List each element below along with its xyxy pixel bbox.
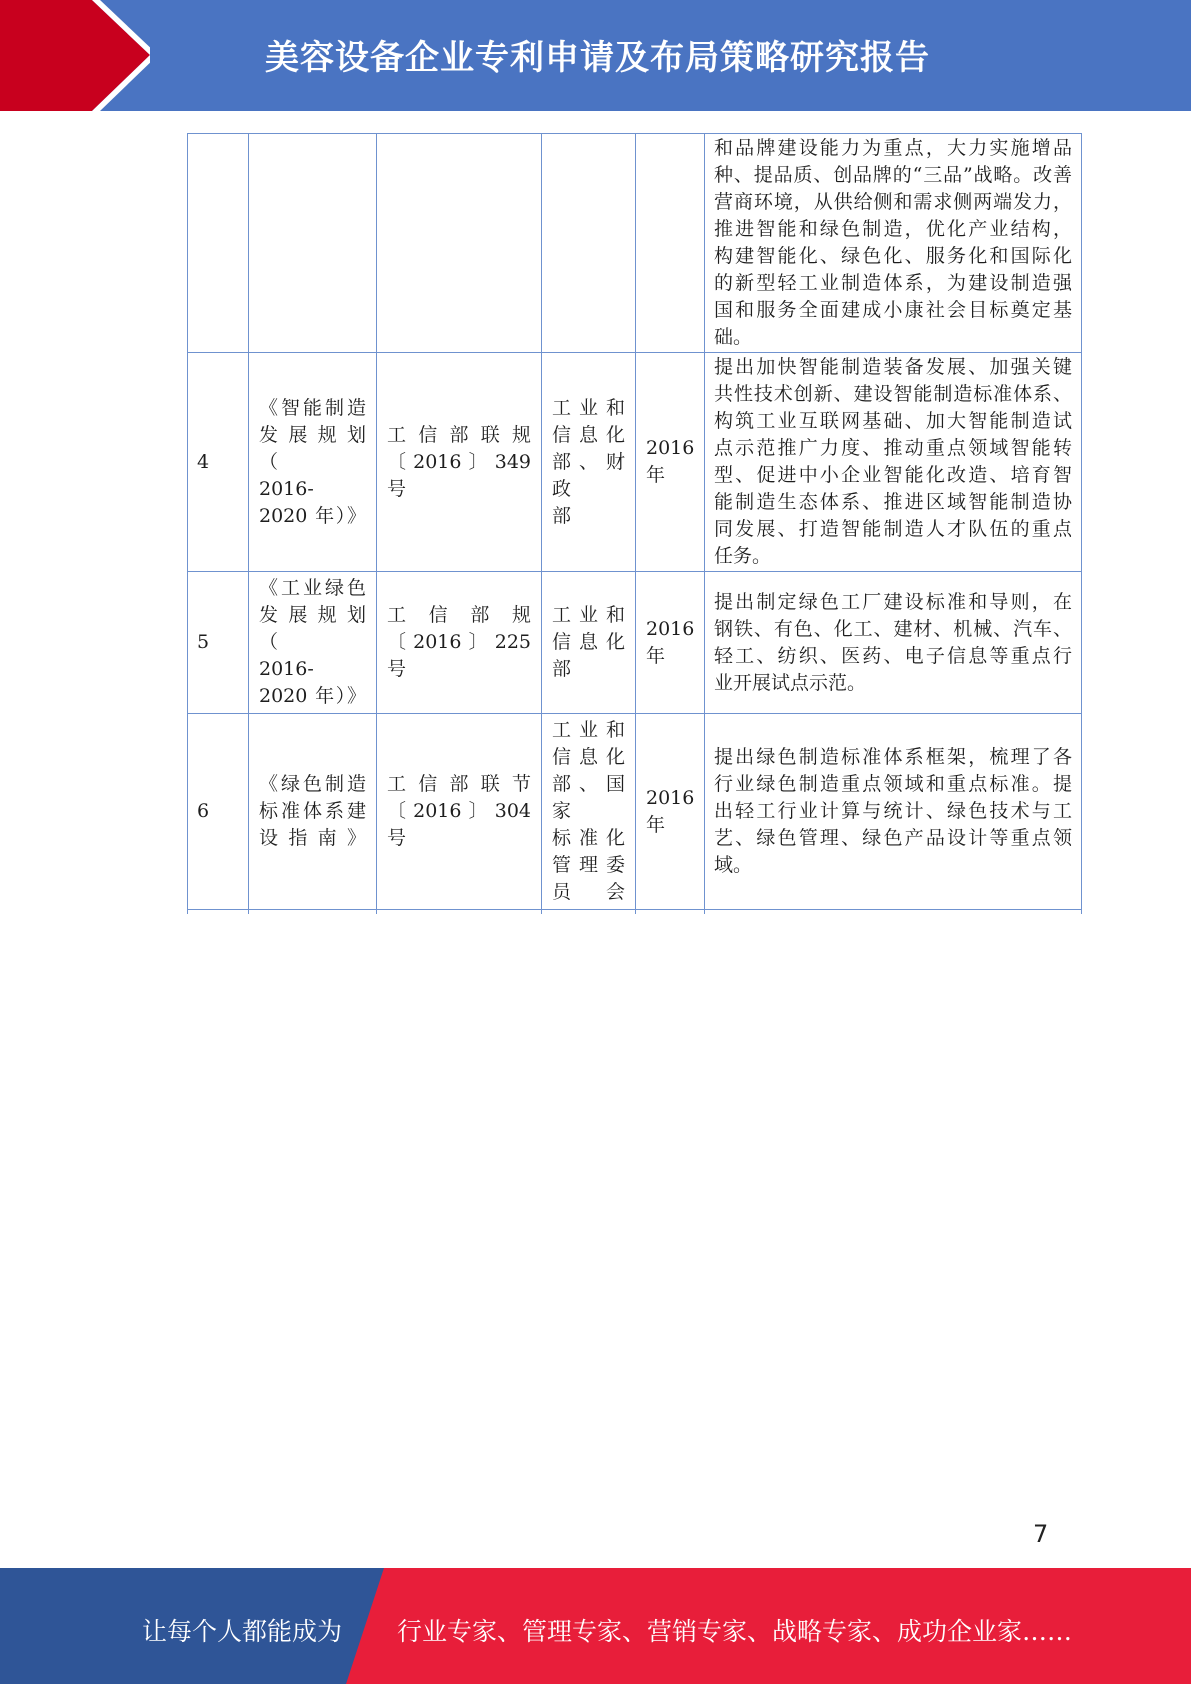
cell-line: 部	[552, 504, 572, 527]
footer-slogan-left: 让每个人都能成为	[142, 1617, 343, 1646]
cell-line: 发展规划	[259, 604, 366, 626]
cell-line: 础。	[714, 326, 753, 348]
cell-document-name	[249, 714, 377, 910]
cell-line: 的新型轻工业制造体系，为建设制造强	[714, 272, 1072, 294]
page-number: 7	[1033, 1520, 1049, 1548]
cell-document-number	[377, 714, 542, 910]
cell-line: （ 2016-	[259, 450, 317, 500]
cell-line: 工业和	[552, 604, 625, 626]
table-row	[188, 714, 1082, 910]
cell-line: 业开展试点示范。	[714, 671, 867, 694]
cell-line: 种、提品质、创品牌的“三品”战略。改善	[714, 164, 1072, 186]
cell-line: 设指南》	[259, 827, 366, 849]
cell-line: 艺、绿色管理、绿色产品设计等重点领	[714, 827, 1072, 849]
cell-line: 工信部联规	[387, 423, 531, 446]
cell-line: 信息化	[552, 423, 625, 446]
cell-line: 员会	[552, 881, 625, 903]
cell-line: 〔2016〕304 号	[387, 800, 531, 849]
cell-line: 年	[646, 464, 666, 486]
cell-line: 行业绿色制造重点领域和重点标准。提	[714, 773, 1072, 795]
cell-document-number	[377, 353, 542, 572]
cell-line: 型、促进中小企业智能化改造、培育智	[714, 464, 1072, 486]
cell-year	[636, 353, 705, 572]
cell-line: 标准体系建	[259, 800, 366, 822]
table-row	[188, 134, 1082, 353]
cell-line: 2016	[646, 617, 695, 640]
report-title: 美容设备企业专利申请及布局策略研究报告	[265, 38, 930, 78]
cell-document-name	[249, 134, 377, 353]
cell-line: 点示范推广力度、推动重点领域智能转	[714, 437, 1072, 459]
cell-line: 推进智能和绿色制造，优化产业结构，	[714, 218, 1072, 240]
cell-line: 工业和	[552, 719, 625, 741]
cell-line: 发展规划	[259, 423, 366, 446]
continuation-cell	[188, 910, 249, 915]
cell-number	[188, 134, 249, 353]
cell-line: 2020 年）》	[259, 685, 366, 707]
cell-line: 部	[552, 658, 572, 680]
table-continuation-row	[188, 910, 1082, 915]
cell-number: 6	[188, 714, 249, 910]
cell-year	[636, 134, 705, 353]
cell-line: 构建智能化、绿色化、服务化和国际化	[714, 245, 1072, 267]
cell-line: 信息化	[552, 746, 625, 768]
continuation-cell	[542, 910, 636, 915]
continuation-cell	[636, 910, 705, 915]
page-footer	[0, 1568, 1191, 1684]
cell-line: 年	[646, 644, 666, 667]
cell-year	[636, 714, 705, 910]
cell-description	[705, 353, 1082, 572]
footer-slogan-right: 行业专家、管理专家、营销专家、战略专家、成功企业家……	[397, 1617, 1073, 1646]
cell-line: 管理委	[552, 854, 625, 876]
cell-line: 工 信 部 规	[387, 604, 531, 626]
cell-line: 轻工、纺织、医药、电子信息等重点行	[714, 644, 1072, 667]
cell-line: 营商环境，从供给侧和需求侧两端发力，	[714, 191, 1072, 213]
cell-line: 构筑工业互联网基础、加大智能制造试	[714, 410, 1072, 432]
cell-description	[705, 714, 1082, 910]
cell-line: 提出绿色制造标准体系框架，梳理了各	[714, 746, 1072, 768]
continuation-cell	[377, 910, 542, 915]
cell-line: 任务。	[714, 545, 772, 567]
cell-description	[705, 134, 1082, 353]
cell-line: 〔2016〕225 号	[387, 631, 531, 680]
cell-document-name	[249, 353, 377, 572]
cell-line: 2020 年）》	[259, 504, 366, 527]
cell-description	[705, 572, 1082, 714]
cell-line: 国和服务全面建成小康社会目标奠定基	[714, 299, 1072, 321]
cell-line: 出轻工行业计算与统计、绿色技术与工	[714, 800, 1072, 822]
cell-line: 工业和	[552, 396, 625, 419]
cell-year	[636, 572, 705, 714]
cell-line: 钢铁、有色、化工、建材、机械、汽车、	[714, 617, 1072, 640]
cell-line: 信息化	[552, 631, 625, 653]
cell-line: 工信部联节	[387, 773, 531, 795]
cell-line: 能制造生态体系、推进区域智能制造协	[714, 491, 1072, 513]
continuation-cell	[249, 910, 377, 915]
cell-line: 标准化	[552, 827, 625, 849]
cell-line: 部、国家	[552, 773, 625, 822]
cell-line: 同发展、打造智能制造人才队伍的重点	[714, 518, 1072, 540]
cell-line: 2016	[646, 437, 695, 459]
cell-line: 年	[646, 813, 666, 836]
cell-number: 4	[188, 353, 249, 572]
cell-line: （ 2016-	[259, 631, 317, 680]
cell-line: 2016	[646, 786, 695, 809]
cell-number: 5	[188, 572, 249, 714]
cell-document-name	[249, 572, 377, 714]
cell-line: 提出加快智能制造装备发展、加强关键	[714, 356, 1072, 378]
cell-document-number	[377, 134, 542, 353]
cell-line: 〔2016〕349 号	[387, 450, 531, 500]
header-chevron-decoration	[0, 0, 150, 111]
cell-department	[542, 572, 636, 714]
cell-line: 《绿色制造	[259, 773, 366, 795]
cell-document-number	[377, 572, 542, 714]
cell-line: 《工业绿色	[259, 577, 366, 599]
policy-table	[187, 133, 1082, 914]
cell-line: 域。	[714, 854, 753, 876]
table-row	[188, 353, 1082, 572]
cell-line: 提出制定绿色工厂建设标准和导则，在	[714, 590, 1072, 613]
continuation-cell	[705, 910, 1082, 915]
cell-line: 《智能制造	[259, 396, 366, 419]
table-row	[188, 572, 1082, 714]
cell-department	[542, 714, 636, 910]
page-header	[0, 0, 1191, 111]
cell-line: 共性技术创新、建设智能制造标准体系、	[714, 383, 1072, 405]
cell-line: 部、财政	[552, 450, 625, 500]
cell-department	[542, 134, 636, 353]
cell-line: 和品牌建设能力为重点，大力实施增品	[714, 137, 1072, 159]
cell-department	[542, 353, 636, 572]
